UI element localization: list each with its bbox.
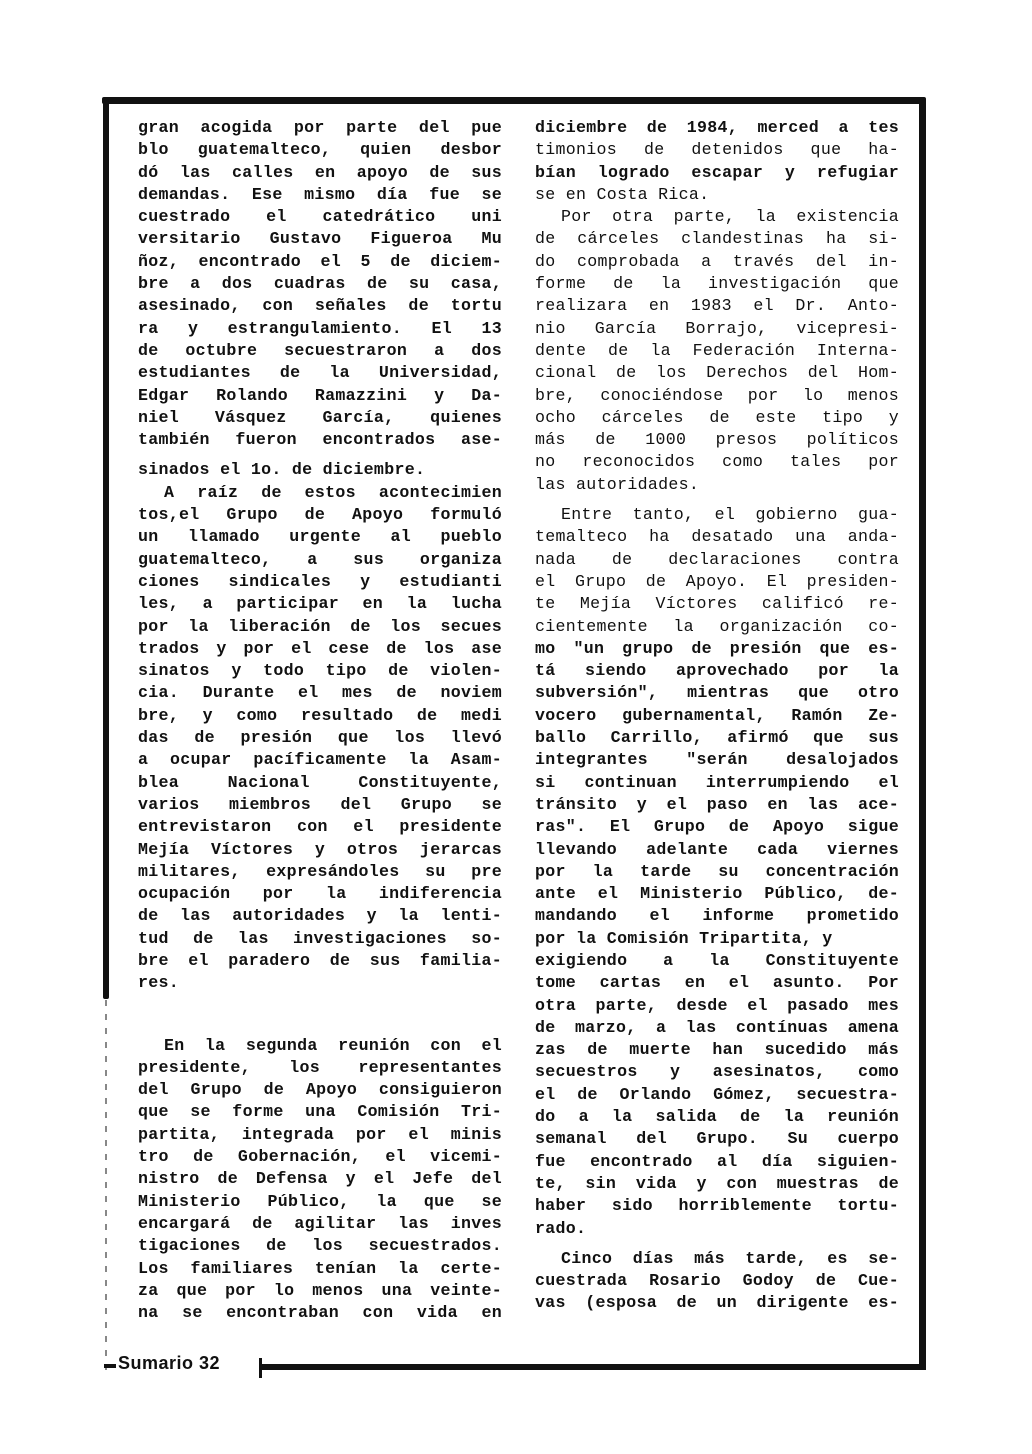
text-line: ocupación por la indiferencia bbox=[138, 884, 502, 904]
paragraph-start-line: Entre tanto, el gobierno gua- bbox=[561, 505, 899, 525]
text-line: Ministerio Público, la que se bbox=[138, 1191, 502, 1211]
text-line: zas de muerte han sucedido más bbox=[535, 1040, 899, 1060]
text-line: timonios de detenidos que ha- bbox=[535, 140, 899, 160]
paragraph-start-line: Cinco días más tarde, es se- bbox=[561, 1248, 899, 1268]
frame-border-left-faded bbox=[105, 1000, 107, 1370]
text-line: mandando el informe prometido bbox=[535, 906, 899, 926]
text-line: tome cartas en el asunto. Por bbox=[535, 973, 899, 993]
text-line: de marzo, a las contínuas amena bbox=[535, 1017, 899, 1037]
text-line: entrevistaron con el presidente bbox=[138, 817, 502, 837]
text-line: les, a participar en la lucha bbox=[138, 594, 502, 614]
text-line: res. bbox=[138, 973, 180, 993]
text-line: nio García Borrajo, vicepresi- bbox=[535, 318, 899, 338]
text-line: de cárceles clandestinas ha si- bbox=[535, 229, 899, 249]
text-line: rado. bbox=[535, 1218, 587, 1238]
text-line: cientemente la organización co- bbox=[535, 616, 899, 636]
frame-border-bottom bbox=[262, 1364, 926, 1370]
text-line: Edgar Rolando Ramazzini y Da- bbox=[138, 385, 502, 405]
text-line: bre, conociéndose por lo menos bbox=[535, 385, 899, 405]
text-line: ciones sindicales y estudianti bbox=[138, 571, 502, 591]
text-line: tá siendo aprovechado por la bbox=[535, 661, 899, 681]
publication-name: Sumario bbox=[118, 1353, 194, 1373]
text-line: de las autoridades y la lenti- bbox=[138, 906, 502, 926]
text-line: otra parte, desde el pasado mes bbox=[535, 995, 899, 1015]
text-line: haber sido horriblemente tortu- bbox=[535, 1196, 899, 1216]
text-line: también fueron encontrados ase- bbox=[138, 430, 502, 450]
text-line: sinatos y todo tipo de violen- bbox=[138, 661, 502, 681]
paragraph-start-line: Por otra parte, la existencia bbox=[561, 207, 899, 227]
text-line: el de Orlando Gómez, secuestra- bbox=[535, 1084, 899, 1104]
text-line: las autoridades. bbox=[535, 474, 700, 494]
text-line: de octubre secuestraron a dos bbox=[138, 340, 502, 360]
text-line: el Grupo de Apoyo. El presiden- bbox=[535, 571, 899, 591]
text-line: do comprobada a través del in- bbox=[535, 251, 899, 271]
text-line: vas (esposa de un dirigente es- bbox=[535, 1293, 899, 1313]
text-line: demandas. Ese mismo día fue se bbox=[138, 184, 502, 204]
text-line: ra y estrangulamiento. El 13 bbox=[138, 318, 502, 338]
text-line: na se encontraban con vida en bbox=[138, 1303, 502, 1323]
text-line: tro de Gobernación, el vicemi- bbox=[138, 1147, 502, 1167]
text-line: por la Comisión Tripartita, y bbox=[535, 928, 833, 948]
left-column bbox=[138, 117, 502, 1324]
text-line: bre a dos cuadras de su casa, bbox=[138, 274, 502, 294]
paragraph-start-line: En la segunda reunión con el bbox=[164, 1035, 502, 1055]
text-line: guatemalteco, a sus organiza bbox=[138, 549, 502, 569]
text-line: ñoz, encontrado el 5 de diciem- bbox=[138, 251, 502, 271]
text-line: varios miembros del Grupo se bbox=[138, 794, 502, 814]
text-line: blea Nacional Constituyente, bbox=[138, 772, 502, 792]
text-line: diciembre de 1984, merced a tes bbox=[535, 118, 899, 137]
text-line: integrantes "serán desalojados bbox=[535, 750, 899, 770]
frame-border-right bbox=[919, 99, 926, 1370]
text-line: Los familiares tenían la certe- bbox=[138, 1258, 502, 1278]
text-line: presidente, los representantes bbox=[138, 1057, 502, 1077]
text-line: do a la salida de la reunión bbox=[535, 1107, 899, 1127]
text-line: cuestrada Rosario Godoy de Cue- bbox=[535, 1271, 899, 1291]
text-line: te Mejía Víctores calificó re- bbox=[535, 594, 899, 614]
text-line: sinados el 1o. de diciembre. bbox=[138, 460, 426, 480]
text-line: encargará de agilitar las inves bbox=[138, 1213, 502, 1233]
text-line: versitario Gustavo Figueroa Mu bbox=[138, 229, 502, 249]
text-line: tos,el Grupo de Apoyo formuló bbox=[138, 505, 502, 525]
text-line: bre el paradero de sus familia- bbox=[138, 950, 502, 970]
footer-dash bbox=[104, 1364, 116, 1368]
paragraph-start-line: A raíz de estos acontecimien bbox=[164, 482, 502, 502]
text-line: gran acogida por parte del pue bbox=[138, 118, 502, 137]
right-column bbox=[535, 117, 899, 1315]
frame-border-bottom-tick bbox=[259, 1358, 262, 1378]
text-line: partita, integrada por el minis bbox=[138, 1124, 502, 1144]
text-line: blo guatemalteco, quien desbor bbox=[138, 140, 502, 160]
text-line: semanal del Grupo. Su cuerpo bbox=[535, 1129, 899, 1149]
text-line: llevando adelante cada viernes bbox=[535, 839, 899, 859]
text-line: das de presión que los llevó bbox=[138, 728, 502, 748]
text-line: se en Costa Rica. bbox=[535, 184, 710, 204]
text-line: a ocupar pacíficamente la Asam- bbox=[138, 750, 502, 770]
text-line: por la tarde su concentración bbox=[535, 861, 899, 881]
text-line: tud de las investigaciones so- bbox=[138, 928, 502, 948]
text-line: temalteco ha desatado una anda- bbox=[535, 527, 899, 547]
frame-border-top bbox=[102, 97, 926, 104]
text-line: subversión", mientras que otro bbox=[535, 683, 899, 703]
text-line: nada de declaraciones contra bbox=[535, 549, 899, 569]
page-footer bbox=[118, 1353, 220, 1374]
text-line: que se forme una Comisión Tri- bbox=[138, 1102, 502, 1122]
text-line: Mejía Víctores y otros jerarcas bbox=[138, 839, 502, 859]
text-line: mo "un grupo de presión que es- bbox=[535, 638, 899, 658]
text-line: za que por lo menos una veinte- bbox=[138, 1280, 502, 1300]
text-line: cia. Durante el mes de noviem bbox=[138, 683, 502, 703]
text-line: te, sin vida y con muestras de bbox=[535, 1173, 899, 1193]
text-line: dente de la Federación Interna- bbox=[535, 340, 899, 360]
text-line: estudiantes de la Universidad, bbox=[138, 363, 502, 383]
text-line: tigaciones de los secuestrados. bbox=[138, 1236, 502, 1256]
text-line: ante el Ministerio Público, de- bbox=[535, 884, 899, 904]
text-line: bre, y como resultado de medi bbox=[138, 705, 502, 725]
text-line: tránsito y el paso en las ace- bbox=[535, 794, 899, 814]
text-line: no reconocidos como tales por bbox=[535, 452, 899, 472]
text-line: ras". El Grupo de Apoyo sigue bbox=[535, 817, 899, 837]
text-line: asesinado, con señales de tortu bbox=[138, 296, 502, 316]
text-line: más de 1000 presos políticos bbox=[535, 430, 899, 450]
text-line: trados y por el cese de los ase bbox=[138, 638, 502, 658]
frame-border-left bbox=[103, 99, 109, 999]
text-line: fue encontrado al día siguien- bbox=[535, 1151, 899, 1171]
text-line: si continuan interrumpiendo el bbox=[535, 772, 899, 792]
text-line: un llamado urgente al pueblo bbox=[138, 527, 502, 547]
page-number: 32 bbox=[199, 1353, 221, 1373]
text-line: del Grupo de Apoyo consiguieron bbox=[138, 1080, 502, 1100]
text-line: forme de la investigación que bbox=[535, 274, 899, 294]
text-line: vocero gubernamental, Ramón Ze- bbox=[535, 705, 899, 725]
text-line: bían logrado escapar y refugiar bbox=[535, 162, 899, 182]
text-line: dó las calles en apoyo de sus bbox=[138, 162, 502, 182]
text-line: realizara en 1983 el Dr. Anto- bbox=[535, 296, 899, 316]
text-line: militares, expresándoles su pre bbox=[138, 861, 502, 881]
text-line: exigiendo a la Constituyente bbox=[535, 950, 899, 970]
text-line: niel Vásquez García, quienes bbox=[138, 407, 502, 427]
text-line: por la liberación de los secues bbox=[138, 616, 502, 636]
text-line: cional de los Derechos del Hom- bbox=[535, 363, 899, 383]
text-line: cuestrado el catedrático uni bbox=[138, 207, 502, 227]
text-line: ballo Carrillo, afirmó que sus bbox=[535, 728, 899, 748]
text-line: nistro de Defensa y el Jefe del bbox=[138, 1169, 502, 1189]
text-line: ocho cárceles de este tipo y bbox=[535, 407, 899, 427]
text-line: secuestros y asesinatos, como bbox=[535, 1062, 899, 1082]
